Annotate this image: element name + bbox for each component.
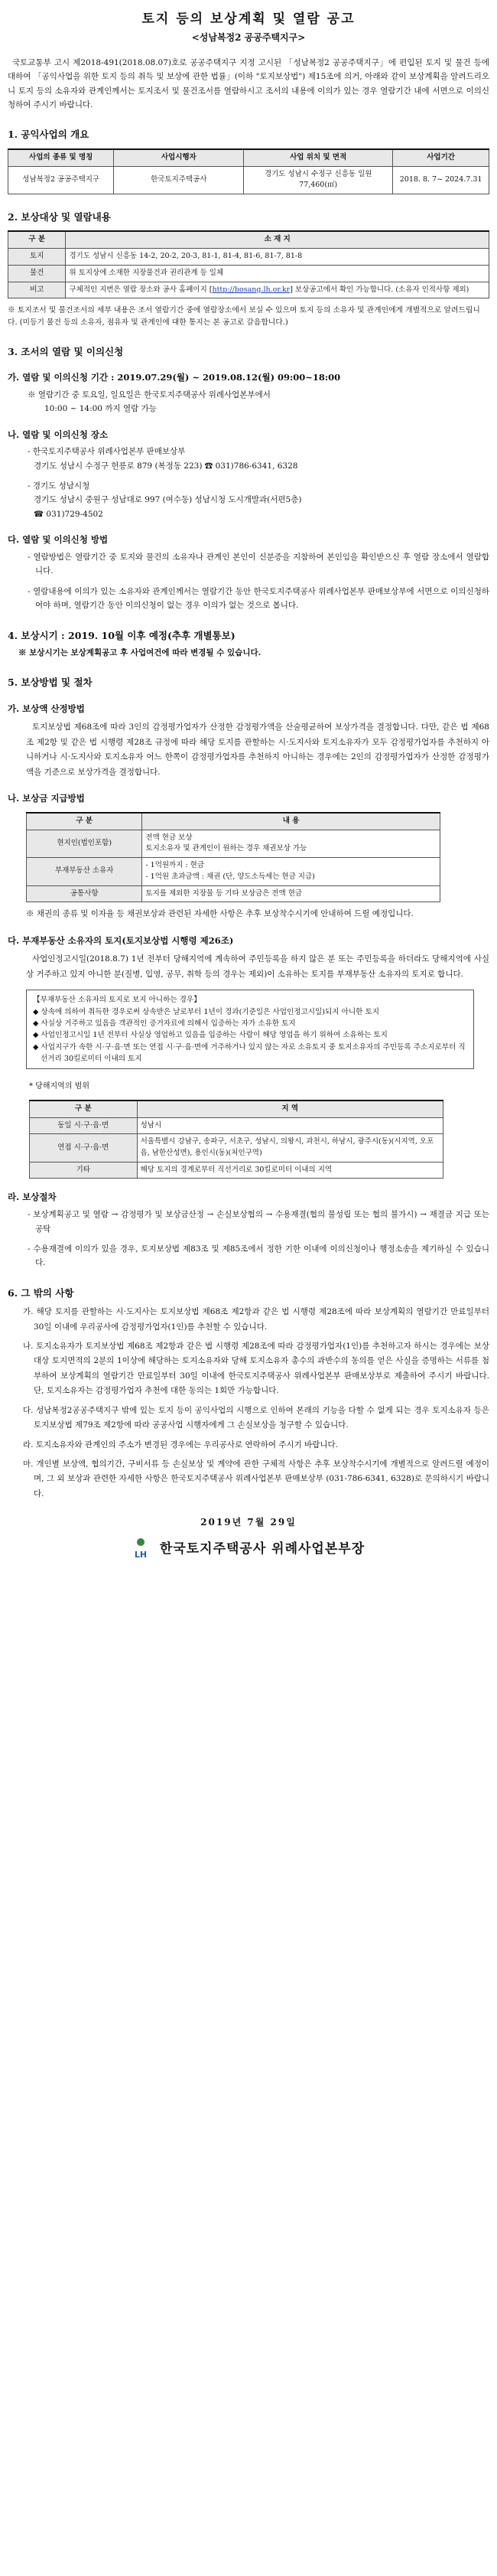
other-item-da: 다. 성남복정2공공주택지구 밖에 있는 토지 등이 공익사업의 시행으로 인하여 본래의 기능을 다할 수 없게 되는 경우 토지소유자 등은 토지보상법 제79조 제2항에 따라 공공사업 시행자에게 그 손실보상을 청구할 수 있습니다. <box>23 1405 489 1430</box>
table-cell <box>142 858 440 885</box>
section-2-note: ※ 토지조서 및 물건조서의 세부 내용은 조서 열람기간 중에 열람장소에서 보실 수 있으며 토지 등의 소유자 및 관계인에게 개별적으로 알려드립니다. (미등기 물건 등의 소유자, 점유자 및 관계인에 대한 통지는 본 공고로 갈음합니다.) <box>8 306 480 327</box>
table-header-cell: 내 용 <box>142 813 440 830</box>
table-header-cell: 지 역 <box>137 1101 443 1117</box>
table-cell: 토지를 제외한 지장물 등 기타 보상금은 전액 현금 <box>142 885 440 902</box>
table-header-cell: 사업기간 <box>393 149 489 166</box>
section-5-heading: 5. 보상방법 및 절차 <box>8 677 93 689</box>
table-header-row <box>8 231 489 248</box>
table-cell: 기타 <box>30 1162 138 1179</box>
table-row <box>8 282 489 298</box>
box-item: ◆ 사업지구가 속한 시·구·읍·면 또는 연접 시·구·읍·면에 거주하거나 있지 않는 자로 소유토지 중 토지소유자의 주민등록 주소지로부터 직선거리 30킬로미터 이내의 토지 <box>33 1042 466 1064</box>
method-item-2: - 열람내용에 이의가 있는 소유자와 관계인께서는 열람기간 동안 한국토지주택공사 위례사업본부 판매보상부에 서면으로 이의신청하여야 하며, 열람기간 동안 이의신청이 없는 경우 이의가 없는 것으로 봅니다. <box>28 586 489 611</box>
compensation-target-table <box>8 230 489 298</box>
note-text: (소유자 인적사항 제외) <box>395 285 469 294</box>
cell-line: - 1억원까지 : 현금 <box>145 861 204 870</box>
location-lh: - 한국토지주택공사 위례사업본부 판매보상부 <box>28 447 186 457</box>
table-row <box>27 885 440 902</box>
table-header-cell: 구 분 <box>8 231 66 248</box>
cell-line: 전액 현금 보상 <box>145 833 193 842</box>
table-cell <box>142 830 440 857</box>
cell-line: 토지소유자 및 관계인이 원하는 경우 채권보상 가능 <box>145 844 307 853</box>
location-heading: 나. 열람 및 이의신청 장소 <box>8 429 109 440</box>
table-row <box>8 166 489 194</box>
table-header-cell: 소 재 지 <box>66 231 489 248</box>
box-title: 【부재부동산 소유자의 토지로 보지 아니하는 경우】 <box>33 996 201 1005</box>
table-cell: 서울특별시 강남구, 송파구, 서초구, 성남시, 의왕시, 과천시, 하남시, 광주시(동)(시지역, 오포읍, 남한산성면), 용인시(동)(처인구역) <box>137 1134 443 1162</box>
table-cell: 한국토지주택공사 <box>114 166 244 194</box>
table-cell: 물건 <box>8 265 66 282</box>
issuer-name: 한국토지주택공사 위례사업본부장 <box>159 1541 365 1557</box>
table-cell: 비고 <box>8 282 66 298</box>
area-title: * 당해지역의 범위 <box>29 1082 89 1091</box>
intro-paragraph: 국토교통부 고시 제2018-491(2018.08.07)호로 공공주택지구 지정 고시된 「성남복정2 공공주택지구」에 편입된 토지 및 물건 등에 대하여 「공익사업을 위한 토지 등의 취득 및 보상에 관한 법률」(이하 "토지보상법") 제15조에 의거, 아래와 같이 보상계획을 알려드리오니 토지 등의 소유자와 관계인께서는 토지조서 및 물건조서를 열람하시고 조서의 내용에 이의가 있는 경우 열람기간 내에 서면으로 이의신청하여 주시기 바랍니다. <box>8 57 489 110</box>
section-2-heading: 2. 보상대상 및 열람내용 <box>8 210 111 223</box>
table-cell: 토지 <box>8 249 66 266</box>
payment-note: ※ 채권의 종류 및 이자율 등 채권보상과 관련된 자세한 사항은 추후 보상착수시기에 안내하여 드릴 예정입니다. <box>26 909 414 919</box>
table-header-cell: 사업 위치 및 면적 <box>244 149 393 166</box>
cell-line: - 1억원 초과금액 : 채권 (단, 양도소득세는 현금 지급) <box>145 872 315 881</box>
table-row <box>30 1134 443 1162</box>
absentee-exception-box <box>26 990 474 1069</box>
other-item-na: 나. 토지소유자가 토지보상법 제68조 제2항과 같은 법 시행령 제28조에 따라 감정평가업자(1인)를 추천하고자 하시는 경우에는 보상대상 토지면적의 2분의 1이상에 해당하는 토지소유자와 당해 토지소유자 총수의 과반수의 동의를 얻은 사실을 증명하는 서류를 첨부하여 보상계획의 열람기간 만료일부터 30일 이내에 한국토지주택공사 위례사업본부 판매보상부로 제출하여 주시기 바랍니다. 단, 토지소유자는 감정평가업자 추천에 대한 동의는 1회만 가능합니다. <box>23 1342 489 1396</box>
table-row <box>30 1162 443 1179</box>
table-row <box>8 249 489 266</box>
page-title: 토지 등의 보상계획 및 열람 공고 <box>141 11 356 27</box>
box-item: ◆ 사업인정고시일 1년 전부터 사실상 영업하고 있음을 입증하는 사람이 해당 영업을 하기 위하여 소유하는 토지 <box>33 1031 388 1040</box>
section-3-heading: 3. 조서의 열람 및 이의신청 <box>8 345 124 357</box>
section-4-heading: 4. 보상시기 : 2019. 10월 이후 예정(추후 개별통보) <box>8 629 236 641</box>
table-header-row <box>30 1101 443 1117</box>
other-item-ma: 마. 개인별 보상액, 협의기간, 구비서류 등 손실보상 및 계약에 관한 구체적 사항은 추후 보상착수시기에 개별적으로 알려드릴 예정이며, 그 외 보상과 관련한 자세한 사항은 한국토지주택공사 위례사업본부 판매보상부 (031-786-6341, 6328)로 문의하시기 바랍니다. <box>23 1459 489 1498</box>
procedure-item-2: - 수용재결에 이의가 있을 경우, 토지보상법 제83조 및 제85조에서 정한 기한 이내에 이의신청이나 행정소송을 제기하실 수 있습니다. <box>28 1244 489 1268</box>
note-text: ] 보상공고에서 확인 가능합니다. <box>290 285 394 294</box>
table-cell <box>66 282 489 298</box>
table-cell: 성남시 <box>137 1117 443 1134</box>
area-table <box>29 1100 443 1179</box>
table-header-cell: 사업시행자 <box>114 149 244 166</box>
table-cell: 부재부동산 소유자 <box>27 858 142 885</box>
note-text: 구체적인 지번은 열람 장소와 공사 홈페이지 [ <box>69 285 213 294</box>
table-cell: 해당 토지의 경계로부터 직선거리로 30킬로미터 이내의 지역 <box>137 1162 443 1179</box>
payment-table <box>26 812 440 902</box>
box-item: ◆ 사실상 거주하고 있음을 객관적인 증거자료에 의해서 입증하는 자가 소유한 토지 <box>33 1019 296 1029</box>
table-cell: 성남복정2 공공주택지구 <box>8 166 114 194</box>
notice-date: 2019년 7월 29일 <box>200 1517 297 1528</box>
section-1-heading: 1. 공익사업의 개요 <box>8 129 89 141</box>
table-cell: 2018. 8. 7~ 2024.7.31 <box>393 166 489 194</box>
page-subtitle: <성남복정2 공공주택지구> <box>191 32 306 44</box>
section-6-heading: 6. 그 밖의 사항 <box>8 1286 74 1299</box>
table-cell: 위 토지상에 소재한 지장물건과 권리관계 등 일체 <box>66 265 489 282</box>
table-cell: 경기도 성남시 신흥동 14-2, 20-2, 20-3, 81-1, 81-4, 81-6, 81-7, 81-8 <box>66 249 489 266</box>
project-overview-table <box>8 148 489 194</box>
period-heading: 가. 열람 및 이의신청 기간 : 2019.07.29(월) ~ 2019.08.12(월) 09:00~18:00 <box>8 371 341 383</box>
valuation-paragraph: 토지보상법 제68조에 따라 3인의 감정평가업자가 산정한 감정평가액을 산술평균하여 보상가격을 결정합니다. 다만, 같은 법 제68조 제2항 및 같은 법 시행령 제28조 규정에 따라 해당 토지를 관할하는 시·도지사와 토지소유자가 모두 감정평가업자를 추천하지 아니하거나 시·도지사와 토지소유자 어느 한쪽이 감정평가업자를 추천하지 아니하는 경우에는 2인의 감정평가업자가 산정한 감정평가액을 기준으로 보상가격을 결정합니다. <box>26 722 489 777</box>
location-cityhall-address: 경기도 성남시 중원구 성남대로 997 (여수동) 성남시청 도시개발과(서편5층) <box>34 495 302 505</box>
table-cell: 연접 시·구·읍·면 <box>30 1134 138 1162</box>
table-row <box>27 830 440 857</box>
table-header-row <box>27 813 440 830</box>
lh-logo-icon <box>132 1537 149 1560</box>
procedure-item-1: - 보상계획공고 및 열람 → 감정평가 및 보상금산정 → 손실보상협의 → 수용재결(협의 불성립 또는 협의 불가시) → 재결금 지급 또는 공탁 <box>28 1210 489 1234</box>
issuer-signature <box>8 1537 489 1560</box>
location-cityhall: - 경기도 성남시청 <box>28 481 90 491</box>
valuation-heading: 가. 보상액 산정방법 <box>8 703 85 714</box>
table-header-cell: 구 분 <box>27 813 142 830</box>
table-row <box>27 858 440 885</box>
location-cityhall-phone: ☎ 031)729-4502 <box>34 509 103 519</box>
table-header-cell: 사업의 종류 및 명칭 <box>8 149 114 166</box>
period-note-hours: 10:00 ~ 14:00 까지 열람 가능 <box>44 404 157 414</box>
absentee-paragraph: 사업인정고시일(2018.8.7) 1년 전부터 당해지역에 계속하여 주민등록을 하지 않은 분 또는 주민등록을 하더라도 당해지역에 사실상 거주하고 있지 아니한 분(질병, 입영, 공무, 취학 등의 경우는 제외)이 소유하는 토지를 부재부동산 소유자의 토지로 합니다. <box>26 954 489 979</box>
box-item: ◆ 상속에 의하여 취득한 경우로써 상속받은 날로부터 1년이 경과(기준일은 사업인정고시일)되지 아니한 토지 <box>33 1007 380 1016</box>
payment-heading: 나. 보상금 지급방법 <box>8 793 85 804</box>
period-note: ※ 열람기간 중 토요일, 일요일은 한국토지주택공사 위례사업본부에서 <box>28 390 271 399</box>
method-heading: 다. 열람 및 이의신청 방법 <box>8 534 109 546</box>
procedure-heading: 라. 보상절차 <box>8 1192 57 1203</box>
other-item-ra: 라. 토지소유자와 관계인의 주소가 변경된 경우에는 우리공사로 연락하여 주시기 바랍니다. <box>23 1440 339 1449</box>
logo-text: LH <box>134 1549 147 1560</box>
section-4-note: ※ 보상시기는 보상계획공고 후 사업여건에 따라 변경될 수 있습니다. <box>18 647 261 657</box>
table-row <box>30 1117 443 1134</box>
other-item-ga: 가. 해당 토지를 관할하는 시·도지사는 토지보상법 제68조 제2항과 같은 법 시행령 제28조에 따라 보상계획의 열람기간 만료일부터 30일 이내에 우리공사에 감정평가업자(1인)를 추천할 수 있습니다. <box>23 1307 489 1332</box>
method-item-1: - 열람방법은 열람기간 중 토지와 물건의 소유자나 관계인 본인이 신분증을 지참하여 본인임을 확인받으신 후 열람 장소에서 열람합니다. <box>28 553 489 576</box>
table-header-row <box>8 149 489 166</box>
bosang-link[interactable]: http://bosang.lh.or.kr <box>212 285 291 294</box>
table-header-cell: 구 분 <box>30 1101 138 1117</box>
table-row <box>8 265 489 282</box>
table-cell: 경기도 성남시 수정구 신흥동 일원 77,460(㎡) <box>244 166 393 194</box>
table-cell: 공통사항 <box>27 885 142 902</box>
absentee-heading: 다. 부재부동산 소유자의 토지(토지보상법 시행령 제26조) <box>8 934 234 946</box>
location-lh-address: 경기도 성남시 수정구 헌릉로 879 (복정동 223) ☎ 031)786-6341, 6328 <box>34 461 298 471</box>
table-cell: 현지인(법인포함) <box>27 830 142 857</box>
table-cell: 동일 시·구·읍·면 <box>30 1117 138 1134</box>
